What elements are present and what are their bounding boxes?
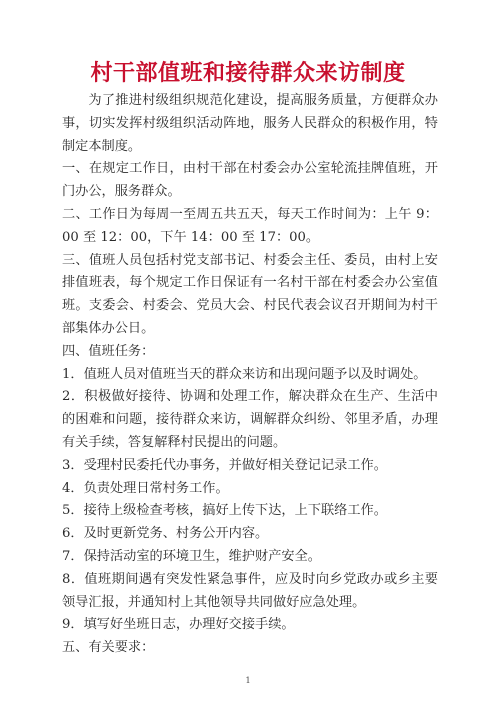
duty-item-2: 2．积极做好接待、协调和处理工作，解决群众在生产、生活中的困难和问题，接待群众来访，调解群众纠纷、邻里矛盾，办理有关手续，答复解释村民提出的问题。 — [62, 389, 438, 450]
duty-item-7: 7．保持活动室的环境卫生，维护财产安全。 — [62, 548, 321, 564]
duty-item-9: 9．填写好坐班日志，办理好交接手续。 — [62, 617, 295, 633]
duty-item-3: 3．受理村民委托代办事务，并做好相关登记记录工作。 — [62, 457, 387, 473]
duty-item-5: 5．接待上级检查考核，搞好上传下达，上下联络工作。 — [62, 503, 387, 519]
duty-item-4: 4．负责处理日常村务工作。 — [62, 480, 229, 496]
paragraph-1: 一、在规定工作日，由村干部在村委会办公室轮流挂牌值班，开门办公，服务群众。 — [62, 161, 438, 200]
section-heading-requirements: 五、有关要求： — [62, 640, 155, 656]
intro-paragraph: 为了推进村级组织规范化建设，提高服务质量，方便群众办事，切实发挥村级组织活动阵地，服务人民群众的积极作用，特制定本制度。 — [62, 93, 438, 154]
duty-item-6: 6．及时更新党务、村务公开内容。 — [62, 526, 269, 542]
document-title: 村干部值班和接待群众来访制度 — [90, 61, 406, 86]
duty-item-8: 8．值班期间遇有突发性紧急事件，应及时向乡党政办或乡主要领导汇报，并通知村上其他领导共同做好应急处理。 — [62, 571, 438, 610]
document-body — [62, 90, 438, 660]
page-number: 1 — [245, 676, 251, 685]
paragraph-2: 二、工作日为每周一至周五共五天，每天工作时间为：上午 9：00 至 12：00，下午 14：00 至 17：00。 — [62, 206, 438, 245]
paragraph-3: 三、值班人员包括村党支部书记、村委会主任、委员，由村上安排值班表，每个规定工作日保证有一名村干部在村委会办公室值班。支委会、村委会、党员大会、村民代表会议召开期间为村干部集体办公日。 — [62, 252, 438, 336]
section-heading-duties: 四、值班任务： — [62, 343, 155, 359]
duty-item-1: 1．值班人员对值班当天的群众来访和出现问题予以及时调处。 — [62, 366, 427, 382]
